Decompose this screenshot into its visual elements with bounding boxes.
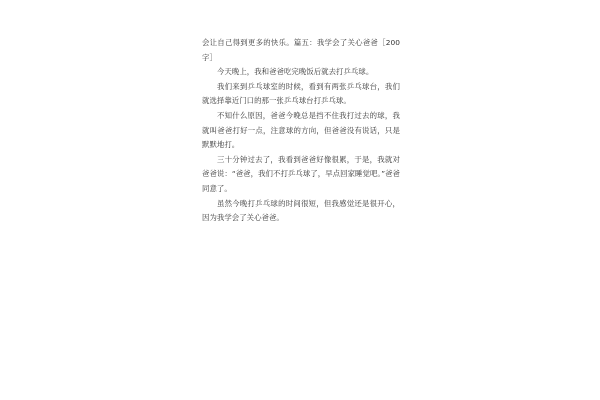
paragraph-intro: 会让自己得到更多的快乐。篇五：我学会了关心爸爸［200字］ [202, 38, 400, 62]
paragraph-3: 不知什么原因，爸爸今晚总是挡不住我打过去的球，我就叫爸爸打好一点，注意球的方向，但爸爸没有说话，只是默默地打。 [202, 110, 400, 150]
paragraph-4: 三十分钟过去了，我看到爸爸好像很累，于是，我就对爸爸说：“爸爸，我们不打乒乓球了，早点回家睡觉吧。”爸爸同意了。 [202, 154, 400, 193]
paragraph-1: 今天晚上，我和爸爸吃完晚饭后就去打乒乓球。 [217, 67, 374, 77]
paragraph-5: 虽然今晚打乒乓球的时间很短，但我感觉还是很开心，因为我学会了关心爸爸。 [202, 198, 400, 223]
document-page [202, 36, 400, 226]
paragraph-2: 我们来到乒乓球室的时候，看到有两张乒乓球台，我们就选择靠近门口的那一张乒乓球台打乒乓球。 [202, 81, 400, 106]
